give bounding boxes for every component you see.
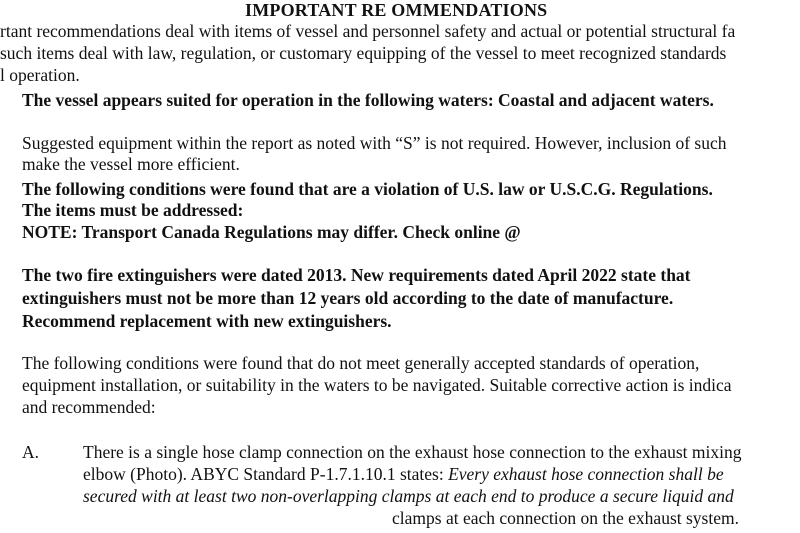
extinguisher-line-2: extinguishers must not be more than 12 years old according to the date of manufacture. bbox=[22, 288, 674, 308]
intro-line-3: l operation. bbox=[0, 65, 80, 85]
item-a-line-3: secured with at least two non-overlapping clamps at each end to produce a secure liquid and bbox=[83, 486, 734, 506]
document-title: IMPORTANT RE OMMENDATIONS bbox=[245, 0, 548, 20]
violation-line-1: The following conditions were found that are a violation of U.S. law or U.S.C.G. Regulations. bbox=[22, 179, 713, 199]
item-a-line-2-quote: Every exhaust hose connection shall be bbox=[448, 464, 724, 484]
standards-line-3: and recommended: bbox=[22, 397, 156, 417]
suited-waters-statement: The vessel appears suited for operation in the following waters: Coastal and adjacent waters. bbox=[22, 90, 714, 110]
standards-line-1: The following conditions were found that do not meet generally accepted standards of operation, bbox=[22, 353, 700, 373]
item-a-marker: A. bbox=[22, 442, 40, 462]
suggested-line-2: make the vessel more efficient. bbox=[22, 154, 240, 174]
intro-line-2: such items deal with law, regulation, or customary equipping of the vessel to meet recognized standards bbox=[0, 43, 727, 63]
item-a-line-2-text: elbow (Photo). ABYC Standard P-1.7.1.10.1 states: bbox=[83, 464, 449, 484]
standards-line-2: equipment installation, or suitability in the waters to be navigated. Suitable corrective action is indica bbox=[22, 375, 732, 395]
extinguisher-line-1: The two fire extinguishers were dated 2013. New requirements dated April 2022 state that bbox=[22, 265, 691, 285]
item-a-line-2 bbox=[83, 464, 724, 484]
suggested-line-1: Suggested equipment within the report as noted with “S” is not required. However, inclusion of such bbox=[22, 133, 727, 153]
item-a-line-1: There is a single hose clamp connection on the exhaust hose connection to the exhaust mixing bbox=[83, 442, 742, 462]
violation-line-2: The items must be addressed: bbox=[22, 200, 244, 220]
violation-note: NOTE: Transport Canada Regulations may differ. Check online @ bbox=[22, 222, 521, 242]
extinguisher-line-3: Recommend replacement with new extinguishers. bbox=[22, 311, 392, 331]
intro-line-1: rtant recommendations deal with items of vessel and personnel safety and actual or potential structural fa bbox=[0, 21, 736, 41]
item-a-line-4: clamps at each connection on the exhaust system. bbox=[392, 508, 739, 528]
